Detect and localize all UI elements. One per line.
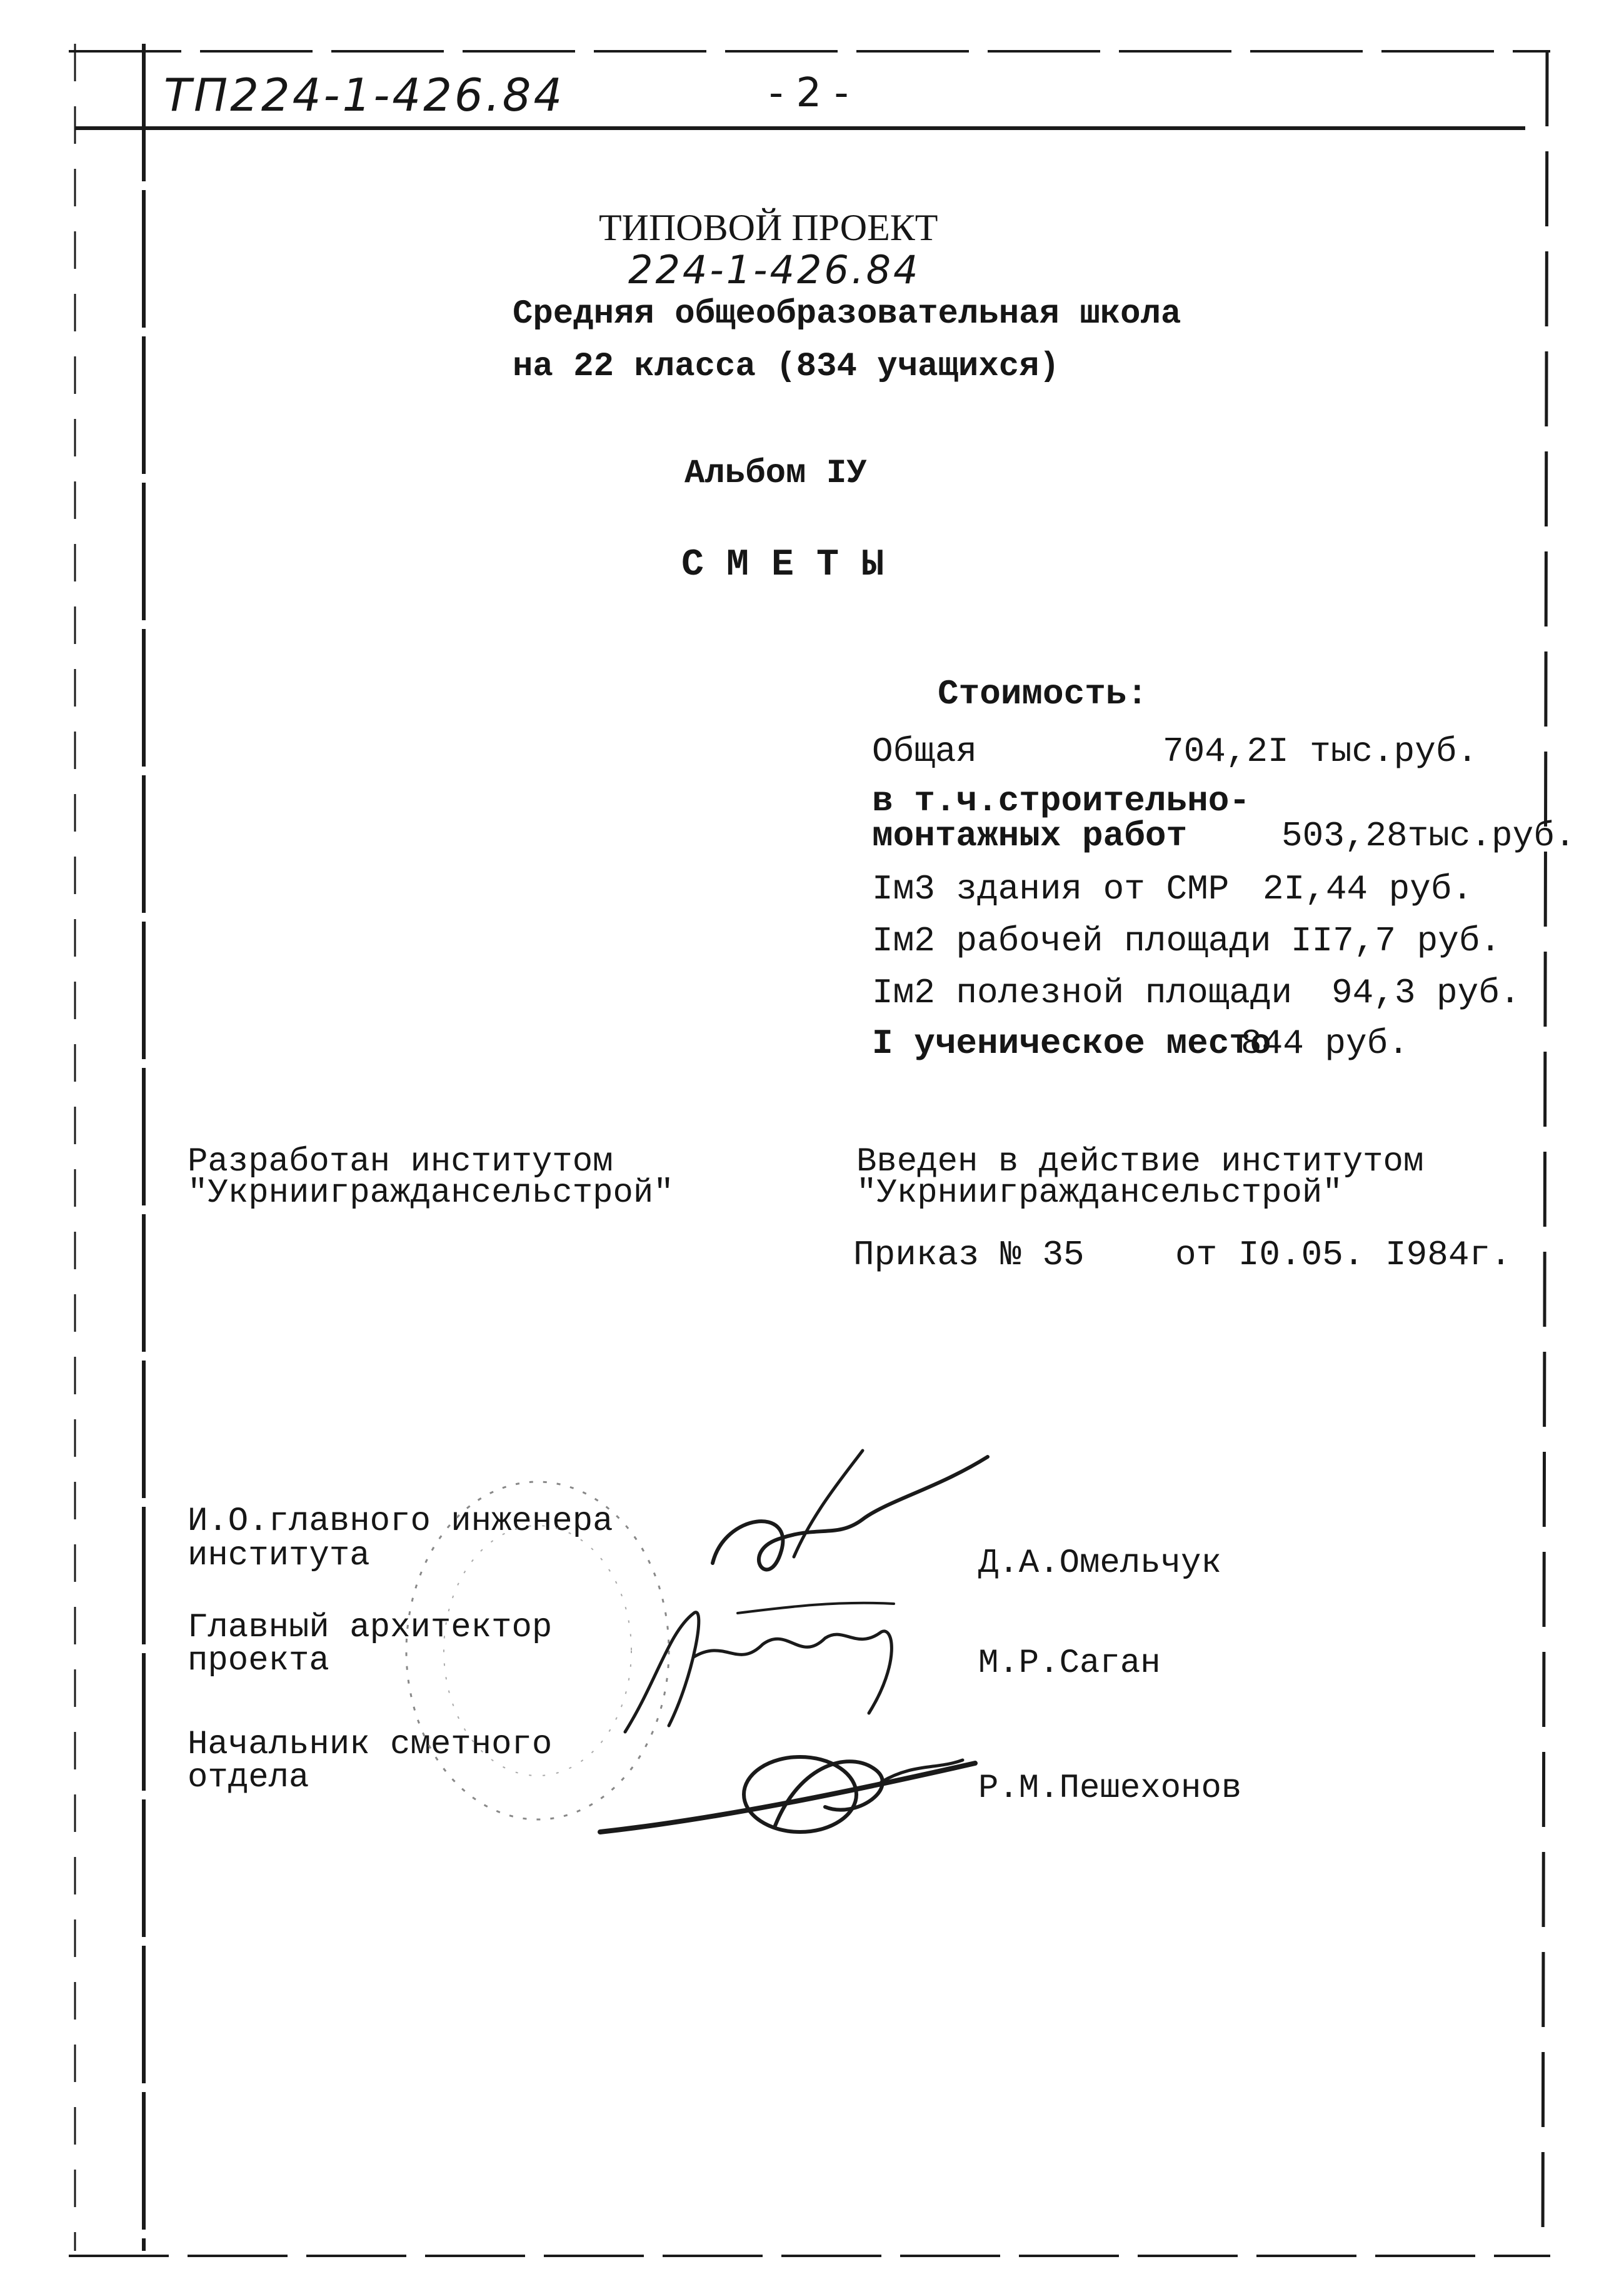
- album-label: Альбом ІУ: [684, 455, 867, 493]
- school-title: Средняя общеобразовательная школа: [513, 295, 1181, 333]
- order-number: Приказ № 35: [853, 1235, 1085, 1275]
- cost-value: 503,28тыс.руб.: [1281, 816, 1576, 856]
- signatory-name: Д.А.Омельчук: [978, 1544, 1221, 1582]
- cost-label: Ім2 рабочей площади: [872, 921, 1271, 961]
- project-type-title: ТИПОВОЙ ПРОЕКТ: [599, 207, 938, 248]
- section-title: С М Е Т Ы: [681, 544, 885, 586]
- costs-heading: Стоимость:: [938, 674, 1148, 714]
- signatory-title: проекта: [188, 1642, 329, 1680]
- signatory-title: отдела: [188, 1759, 309, 1797]
- developed-by-label: Разработан институтом: [188, 1143, 613, 1181]
- signatory-name: М.Р.Саган: [978, 1644, 1161, 1683]
- signatory-title: И.О.главного инженера: [188, 1502, 613, 1541]
- signatory-title: Главный архитектор: [188, 1609, 553, 1647]
- cost-label: монтажных работ: [872, 816, 1188, 856]
- order-date: от І0.05. І984г.: [1175, 1235, 1511, 1275]
- signature-omelchuk: [700, 1438, 1000, 1601]
- signatory-title: Начальник сметного: [188, 1726, 553, 1764]
- cost-value: 704,2І тыс.руб.: [1163, 732, 1478, 772]
- page-number: - 2 -: [769, 70, 849, 116]
- cost-value: 2І,44 руб.: [1263, 869, 1473, 909]
- cost-label: Ім3 здания от СМР: [872, 869, 1230, 909]
- cost-value: ІІ7,7 руб.: [1291, 921, 1501, 961]
- cost-label: в т.ч.строительно-: [872, 781, 1250, 821]
- signature-peshekhonov: [588, 1726, 988, 1863]
- school-capacity: на 22 класса (834 учащихся): [513, 348, 1060, 386]
- cost-value: 844 руб.: [1241, 1024, 1409, 1064]
- cost-label: І ученическое место: [872, 1024, 1271, 1064]
- project-number-handwritten: 224-1-426.84: [628, 247, 921, 293]
- cost-label: Ім2 полезной площади: [872, 973, 1293, 1013]
- cost-value: 94,3 руб.: [1331, 973, 1521, 1013]
- signatory-title: института: [188, 1537, 370, 1575]
- signatory-name: Р.М.Пешехонов: [978, 1769, 1242, 1808]
- project-code-header: ТП224-1-426.84: [164, 69, 565, 121]
- enacted-by-label: Введен в действие институтом: [856, 1143, 1424, 1181]
- enacted-by-institute: "Укрнииграждансельстрой": [856, 1174, 1343, 1212]
- cost-label: Общая: [872, 732, 978, 772]
- developed-by-institute: "Укрнииграждансельстрой": [188, 1174, 674, 1212]
